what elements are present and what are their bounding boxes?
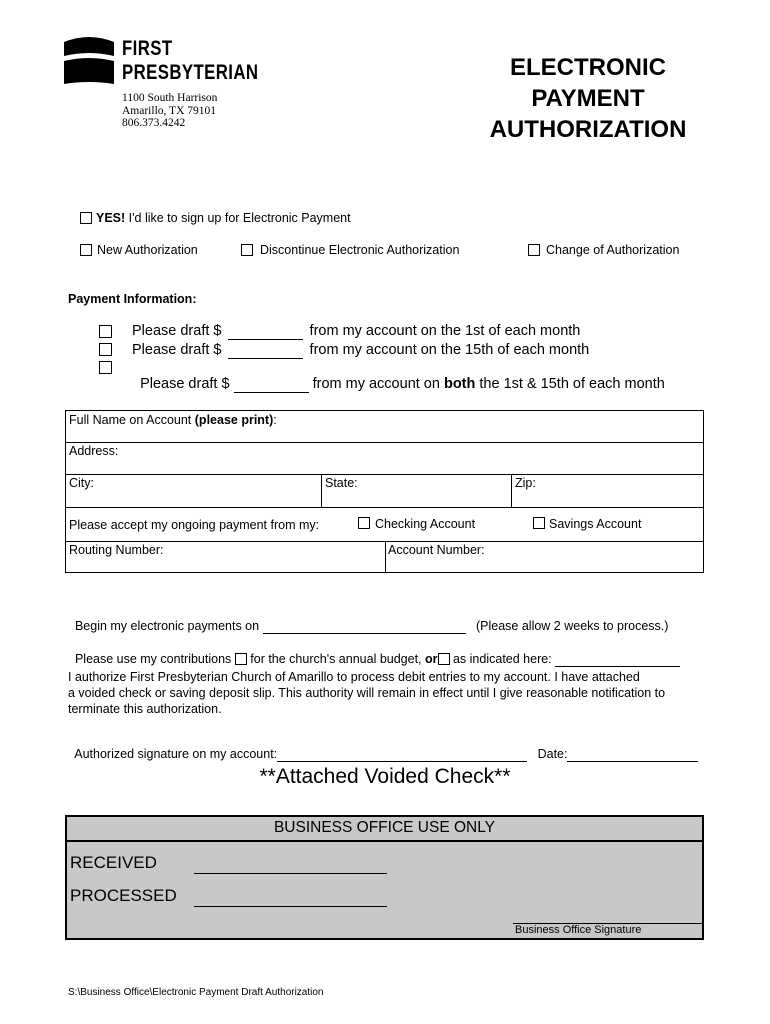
draft-both-checkbox[interactable] [99,361,112,374]
new-authorization-label: New Authorization [97,243,198,257]
title-line3: AUTHORIZATION [489,116,687,143]
state-label: State: [325,476,358,490]
business-office-heading-bar [67,817,702,842]
address-street: 1100 South Harrison [122,92,218,104]
signature-row [68,733,698,762]
logo-first: FIRST [122,37,173,60]
address-city: Amarillo, TX 79101 [122,104,217,117]
form-title [478,52,698,145]
draft-15th-checkbox[interactable] [99,343,112,356]
draft-both-post: the 1st & 15th of each month [475,376,665,392]
checking-account-label: Checking Account [375,517,476,531]
business-office-box [65,815,704,940]
draft-1st-row [132,323,580,340]
signature-field[interactable] [277,747,527,762]
church-address [122,92,217,130]
as-indicated-field[interactable] [555,652,680,667]
discontinue-checkbox[interactable] [241,244,253,256]
address-field[interactable] [65,442,704,475]
church-arch-icon [64,34,114,84]
draft-1st-amount-field[interactable] [228,323,303,340]
voided-check-note: **Attached Voided Check** [259,765,511,788]
full-name-label [69,413,277,427]
yes-bold: YES! [96,211,126,225]
title-line1: ELECTRONIC [510,54,666,81]
as-indicated-checkbox[interactable] [438,653,450,665]
draft-label: Please draft $ [132,342,222,358]
received-label: RECEIVED [70,853,157,872]
draft-15th-text: from my account on the 15th of each month [309,342,590,358]
draft-both-bold: both [443,376,476,392]
full-name-pre: Full Name on Account [69,413,195,427]
full-name-post: : [273,413,277,427]
routing-number-label: Routing Number: [69,543,164,557]
office-signature-label: Business Office Signature [515,924,642,936]
draft-both-pre: from my account on [312,376,444,392]
begin-date-field[interactable] [263,619,466,634]
processed-label: PROCESSED [70,886,177,905]
address-label: Address: [69,444,119,458]
authorization-line3: terminate this authorization. [68,702,222,716]
zip-label: Zip: [515,476,536,490]
draft-both-row [132,360,665,393]
payment-info-heading: Payment Information: [68,292,197,306]
footer-path: S:\Business Office\Electronic Payment Draft Authorization [68,987,324,998]
contrib-mid: for the church's annual budget, [250,652,425,666]
new-authorization-checkbox[interactable] [80,244,92,256]
signature-label: Authorized signature on my account: [74,747,278,761]
draft-both-amount-field[interactable] [234,376,309,393]
draft-15th-row [132,342,589,359]
draft-1st-checkbox[interactable] [99,325,112,338]
account-number-label: Account Number: [388,543,485,557]
contrib-or: or [425,652,438,666]
discontinue-label: Discontinue Electronic Authorization [260,243,460,257]
annual-budget-checkbox[interactable] [235,653,247,665]
change-authorization-label: Change of Authorization [546,243,680,257]
logo-presbyterian: PRESBYTERIAN [122,61,259,84]
begin-payments-row [68,605,668,634]
yes-label [96,211,351,225]
begin-label: Begin my electronic payments on [74,619,260,633]
title-line2: PAYMENT [531,85,645,112]
draft-1st-text: from my account on the 1st of each month [309,323,581,339]
begin-note: (Please allow 2 weeks to process.) [475,619,669,633]
address-phone: 806.373.4242 [122,117,186,129]
city-field[interactable] [65,474,322,508]
authorization-text [68,669,665,717]
date-field[interactable] [567,747,698,762]
yes-checkbox[interactable] [80,212,92,224]
draft-label: Please draft $ [132,323,222,339]
yes-text: I'd like to sign up for Electronic Payment [125,211,351,225]
full-name-bold: (please print) [194,413,274,427]
city-label: City: [69,476,94,490]
checking-account-checkbox[interactable] [358,517,370,529]
accept-payment-label: Please accept my ongoing payment from my: [69,518,320,532]
contrib-label: Please use my contributions [74,652,232,666]
draft-15th-amount-field[interactable] [228,342,303,359]
draft-label: Please draft $ [140,376,230,392]
church-logo [64,34,259,88]
business-office-heading: BUSINESS OFFICE USE ONLY [273,819,496,836]
contrib-post: as indicated here: [452,652,552,666]
change-authorization-checkbox[interactable] [528,244,540,256]
savings-account-checkbox[interactable] [533,517,545,529]
savings-account-label: Savings Account [549,517,642,531]
processed-line[interactable] [194,906,387,907]
contributions-row [68,637,680,667]
received-line[interactable] [194,873,387,874]
zip-field[interactable] [511,474,704,508]
date-label: Date: [537,747,568,761]
authorization-line2: a voided check or saving deposit slip. This authority will remain in effect until I give reasonable notification to [68,686,666,700]
authorization-line1: I authorize First Presbyterian Church of Amarillo to process debit entries to my account. I have attached [68,670,640,684]
